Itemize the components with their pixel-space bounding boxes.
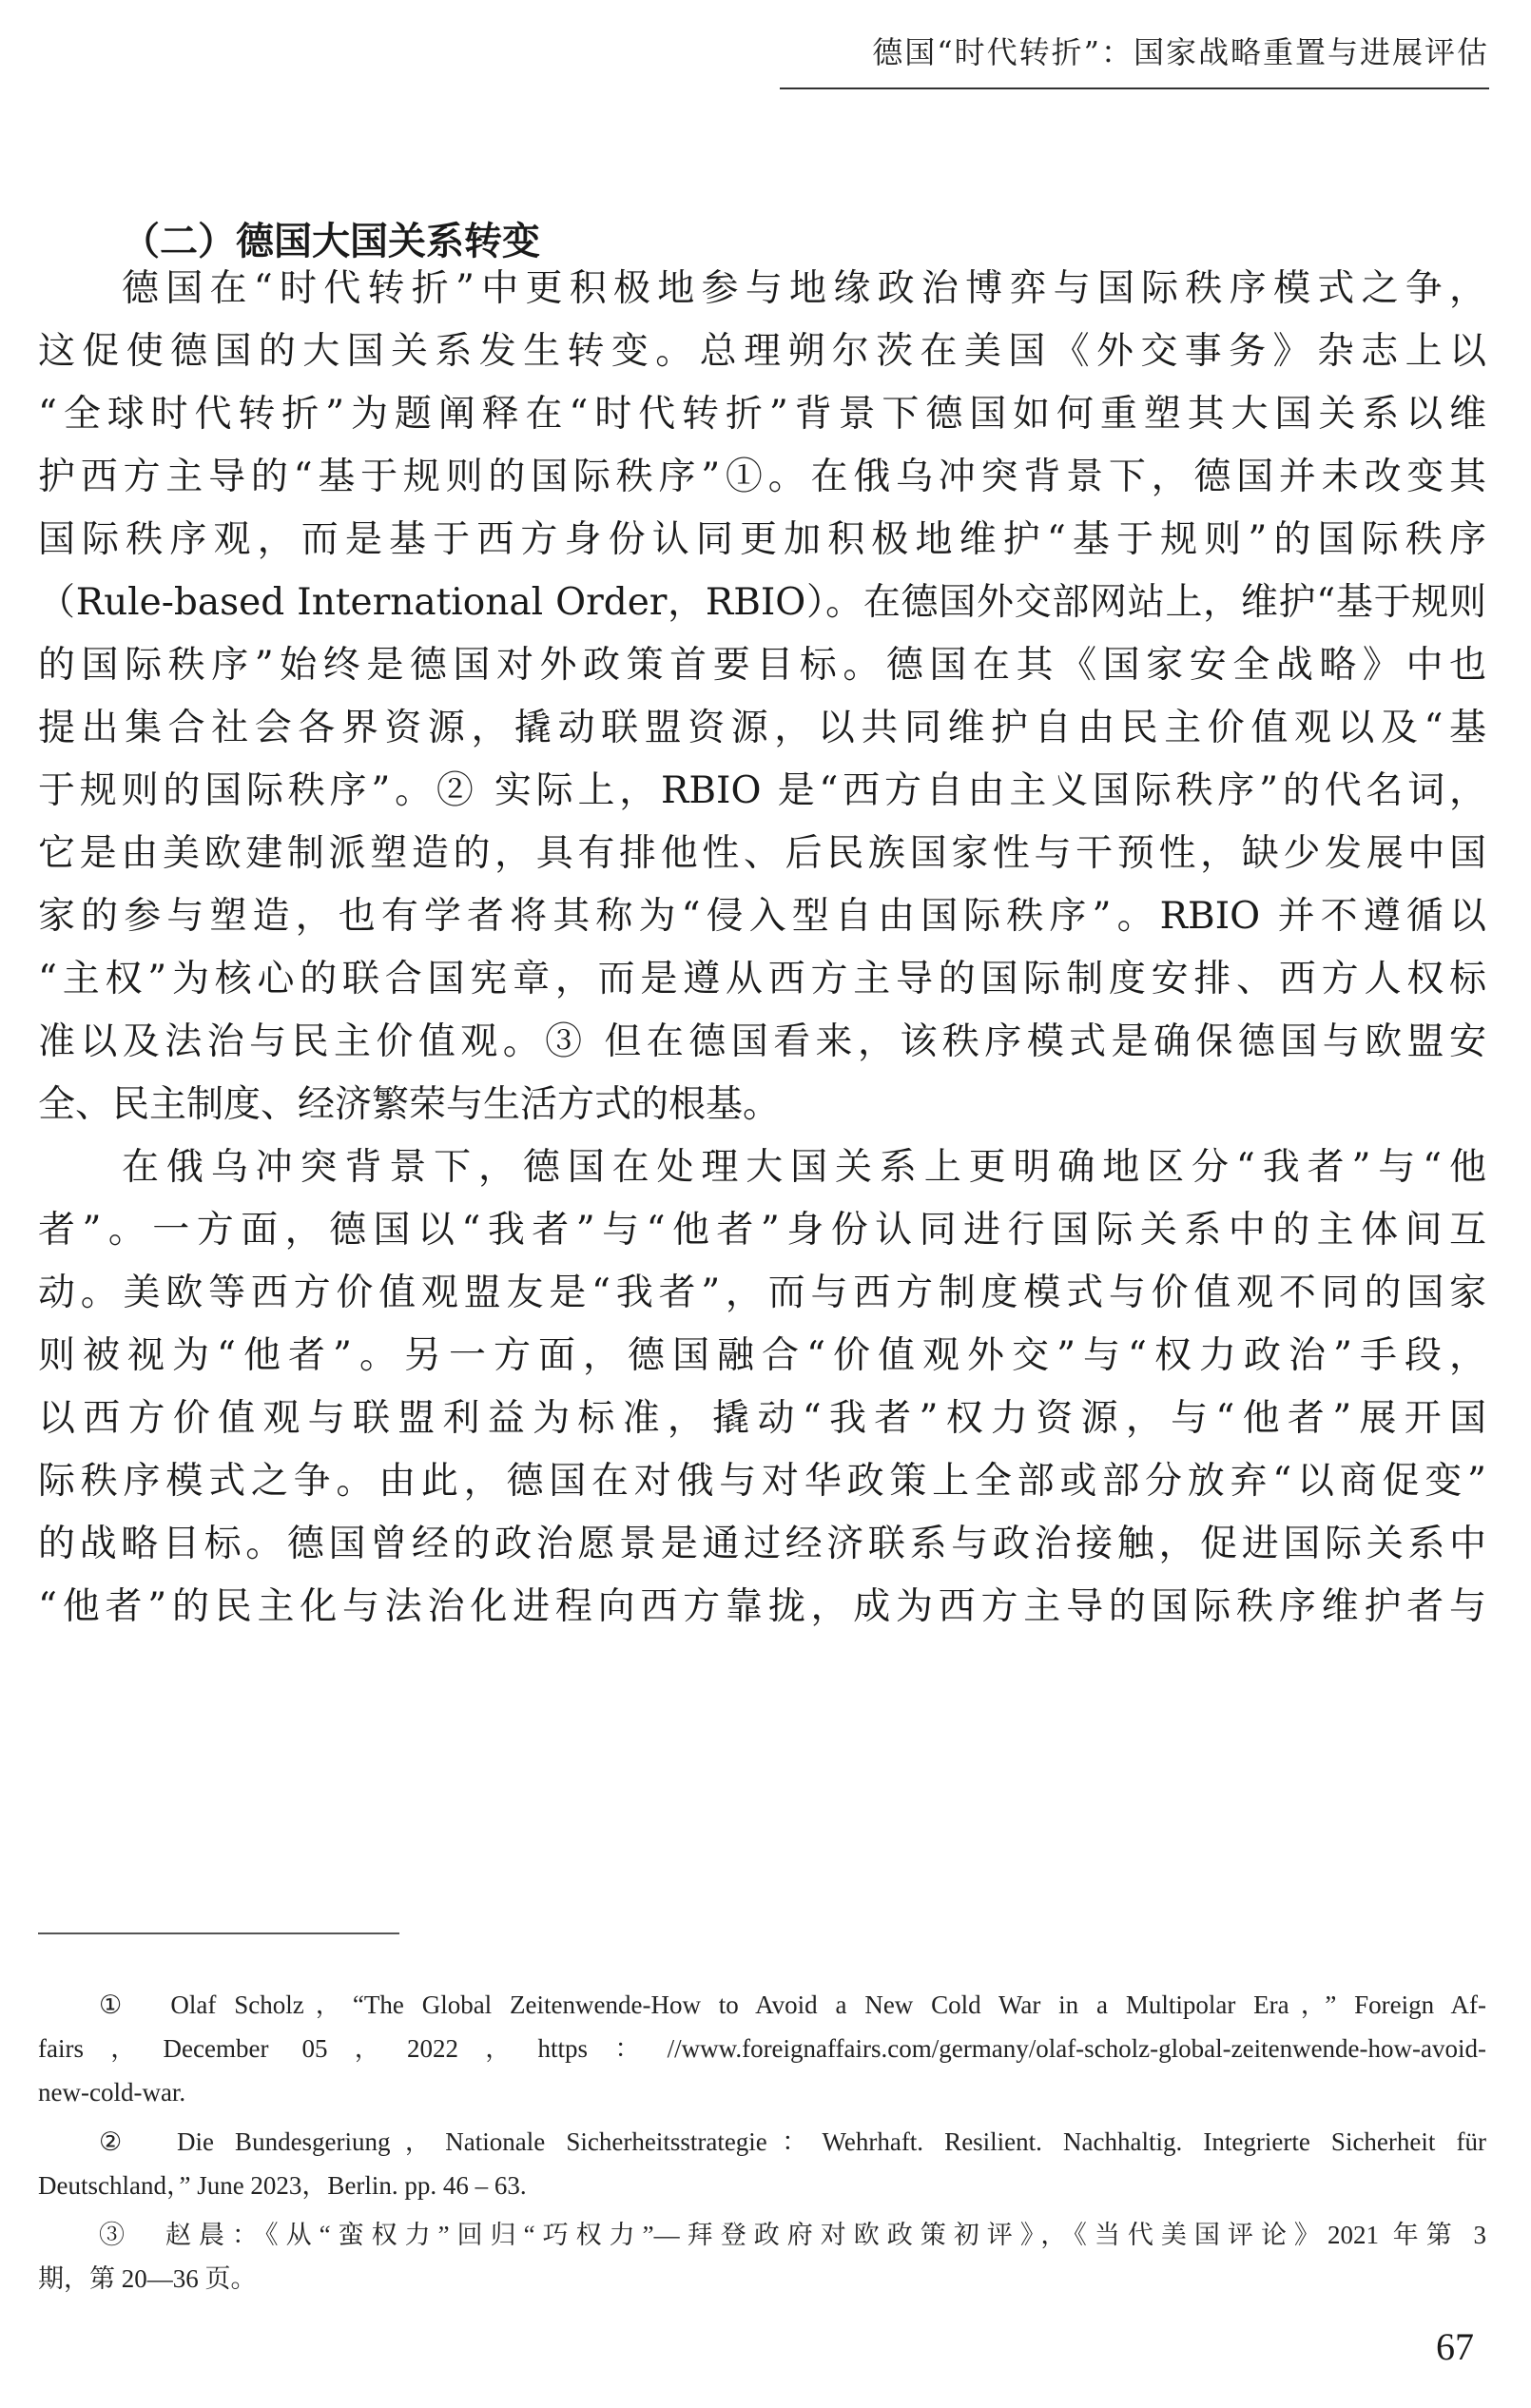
body-line: 准以及法治与民主价值观。③ 但在德国看来，该秩序模式是确保德国与欧盟安 <box>38 1020 1486 1063</box>
body-line: 动。美欧等西方价值观盟友是“我者”，而与西方制度模式与价值观不同的国家 <box>38 1272 1486 1314</box>
body-line: 在俄乌冲突背景下，德国在处理大国关系上更明确地区分“我者”与“他 <box>122 1146 1486 1189</box>
body-line: 全、民主制度、经济繁荣与生活方式的根基。 <box>38 1083 781 1126</box>
footnote-line: ① Olaf Scholz，“The Global Zeitenwende-How to Avoid a New Cold War in a Multipolar Era，” Foreign Af- <box>99 1990 1486 2019</box>
footnote-line: ② Die Bundesgeriung，Nationale Sicherheitsstrategie：Wehrhaft. Resilient. Nachhaltig. Integrierte Sicherheit für <box>99 2127 1486 2156</box>
body-line: 家的参与塑造，也有学者将其称为“侵入型自由国际秩序”。RBIO 并不遵循以 <box>38 895 1486 938</box>
body-line: 德国在“时代转折”中更积极地参与地缘政治博弈与国际秩序模式之争， <box>122 267 1486 310</box>
footnote-line: fairs，December 05，2022，https：//www.foreignaffairs.com/germany/olaf-scholz-global-zeitenwende-how-avoid- <box>38 2034 1486 2063</box>
footnote-line: new-cold-war. <box>38 2078 186 2107</box>
running-header: 德国“时代转折”：国家战略重置与进展评估 <box>872 34 1489 70</box>
body-line: “主权”为核心的联合国宪章，而是遵从西方主导的国际制度安排、西方人权标 <box>38 958 1486 1000</box>
body-line: 这促使德国的大国关系发生转变。总理朔尔茨在美国《外交事务》杂志上以 <box>38 330 1486 373</box>
body-line: 护西方主导的“基于规则的国际秩序”①。在俄乌冲突背景下，德国并未改变其 <box>38 456 1486 498</box>
body-line: “全球时代转折”为题阐释在“时代转折”背景下德国如何重塑其大国关系以维 <box>38 393 1486 436</box>
page-number: 67 <box>1436 2325 1474 2368</box>
footnote-line: 期，第 20—36 页。 <box>38 2264 257 2293</box>
footnote-line: Deutschland，” June 2023，Berlin. pp. 46 – 63. <box>38 2171 527 2200</box>
body-line: 则被视为“他者”。另一方面，德国融合“价值观外交”与“权力政治”手段， <box>38 1334 1486 1377</box>
section-heading: （二）德国大国关系转变 <box>122 220 540 263</box>
body-line: 者”。一方面，德国以“我者”与“他者”身份认同进行国际关系中的主体间互 <box>38 1209 1486 1252</box>
body-line: 际秩序模式之争。由此，德国在对俄与对华政策上全部或部分放弃“以商促变” <box>38 1460 1486 1503</box>
body-line: “他者”的民主化与法治化进程向西方靠拢，成为西方主导的国际秩序维护者与 <box>38 1585 1486 1628</box>
body-line: 以西方价值观与联盟利益为标准，撬动“我者”权力资源，与“他者”展开国 <box>38 1397 1486 1440</box>
body-line: 它是由美欧建制派塑造的，具有排他性、后民族国家性与干预性，缺少发展中国 <box>38 832 1486 875</box>
body-line: 国际秩序观，而是基于西方身份认同更加积极地维护“基于规则”的国际秩序 <box>38 518 1486 561</box>
body-line: （Rule-based International Order，RBIO）。在德国外交部网站上，维护“基于规则 <box>38 581 1486 624</box>
body-line: 的战略目标。德国曾经的政治愿景是通过经济联系与政治接触，促进国际关系中 <box>38 1523 1486 1565</box>
body-line: 于规则的国际秩序”。② 实际上，RBIO 是“西方自由主义国际秩序”的代名词， <box>38 769 1486 812</box>
body-line: 提出集合社会各界资源，撬动联盟资源，以共同维护自由民主价值观以及“基 <box>38 707 1486 749</box>
header-rule <box>780 87 1489 89</box>
footnote-rule <box>38 1932 399 1934</box>
body-line: 的国际秩序”始终是德国对外政策首要目标。德国在其《国家安全战略》中也 <box>38 644 1486 687</box>
footnote-line: ③ 赵晨：《从“蛮权力”回归“巧权力”—拜登政府对欧政策初评》，《当代美国评论》2021 年第 3 <box>99 2221 1486 2249</box>
